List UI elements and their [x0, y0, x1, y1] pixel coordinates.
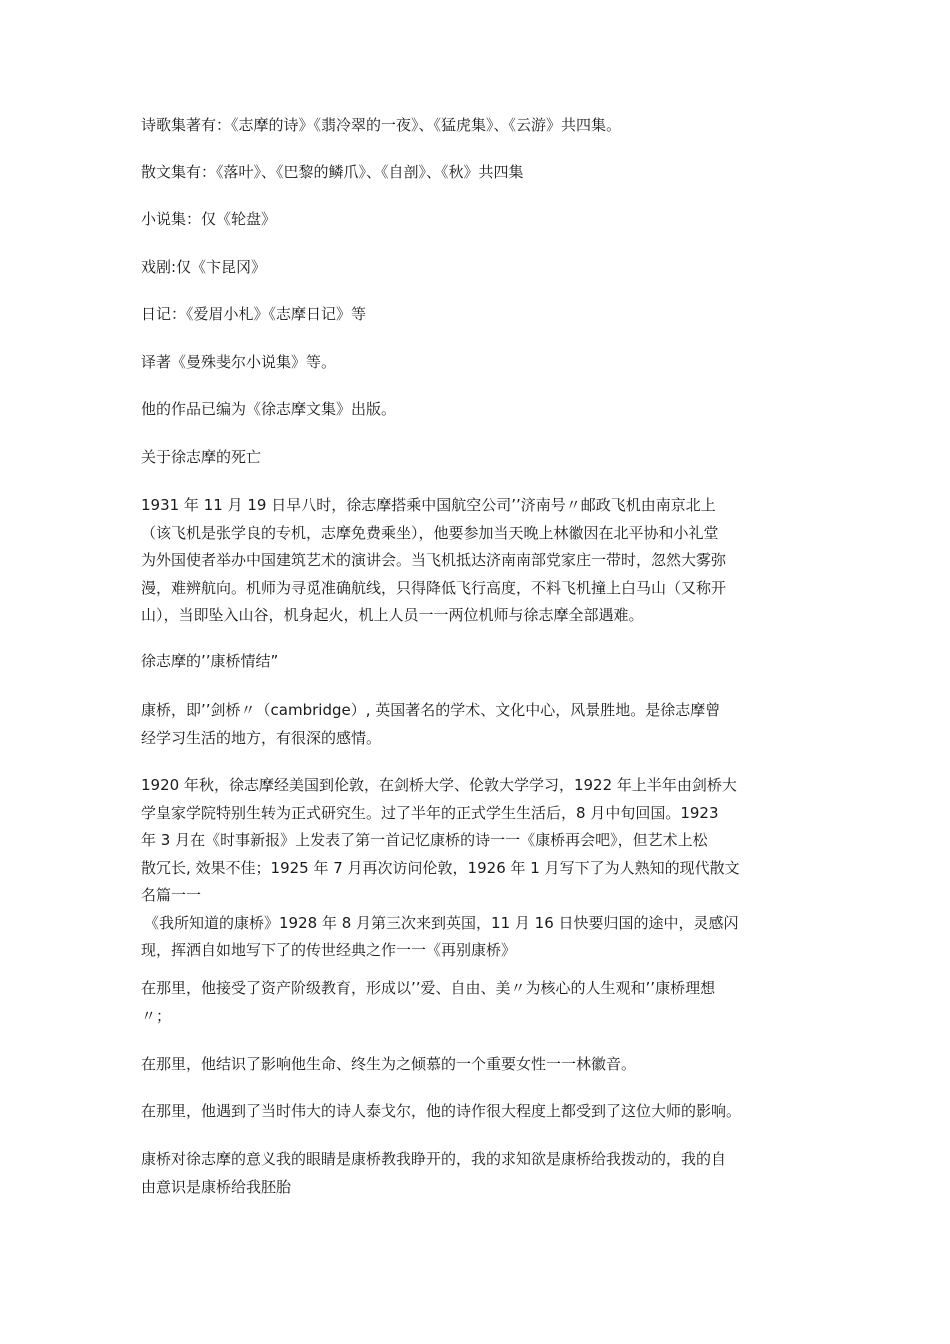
paragraph-collected-works	[141, 396, 813, 424]
text-line: 小说集：仅《轮盘》	[141, 210, 277, 228]
text-line: 漫，难辨航向。机师为寻觅准确航线，只得降低飞行高度，不料飞机撞上白马山（又称开	[141, 578, 727, 597]
text-line: 《我所知道的康桥》1928 年 8 月第三次来到英国，11 月 16 日快要归国的途中，灵感闪	[144, 913, 739, 932]
text-line: （该飞机是张学良的专机，志摩免费乘坐），他要参加当天晚上林徽因在北平协和小礼堂	[141, 523, 719, 542]
text-line: 在那里，他接受了资产阶级教育，形成以’’爱、自由、美〃为核心的人生观和’’康桥理想	[141, 979, 716, 997]
paragraph-tagore	[141, 1098, 813, 1126]
text-line: 戏剧:仅《卞昆冈》	[141, 258, 267, 276]
paragraph-education	[141, 975, 813, 1030]
paragraph-diaries	[141, 301, 813, 329]
text-line: 日记：《爱眉小札》《志摩日记》等	[141, 305, 367, 323]
text-line: 诗歌集著有：《志摩的诗》《翡冷翠的一夜》、《猛虎集》、《云游》共四集。	[141, 116, 622, 134]
section-heading: 关于徐志摩的死亡	[141, 448, 262, 466]
text-line: 译著《曼殊斐尔小说集》等。	[141, 353, 337, 371]
text-line: 散文集有：《落叶》、《巴黎的鳞爪》、《自剖》、《秋》共四集	[141, 163, 524, 181]
text-line: 经学习生活的地方，有很深的感情。	[141, 728, 382, 747]
text-line: 在那里，他结识了影响他生命、终生为之倾慕的一个重要女性一一林徽音。	[141, 1055, 637, 1073]
text-line: 1931 年 11 月 19 日早八时，徐志摩搭乘中国航空公司’’济南号〃邮政飞机由南京北上	[141, 496, 716, 514]
text-line: 康桥对徐志摩的意义我的眼睛是康桥教我睁开的，我的求知欲是康桥给我拨动的，我的自	[141, 1150, 727, 1168]
paragraph-drama	[141, 254, 813, 282]
text-line: 由意识是康桥给我胚胎	[141, 1177, 292, 1196]
text-line: 学皇家学院特别生转为正式研究生。过了半年的正式学生生活后，8 月中旬回国。1923	[141, 803, 719, 822]
paragraph-novel-collection	[141, 206, 813, 234]
text-line: 〃；	[141, 1006, 172, 1025]
text-line: 康桥，即’’剑桥〃（cambridge）, 英国著名的学术、文化中心，风景胜地。是徐志摩曾	[141, 701, 721, 719]
text-line: 在那里，他遇到了当时伟大的诗人泰戈尔，他的诗作很大程度上都受到了这位大师的影响。	[141, 1102, 742, 1120]
paragraph-cambridge-history	[141, 772, 813, 965]
text-line: 1920 年秋，徐志摩经美国到伦敦，在剑桥大学、伦敦大学学习，1922 年上半年由剑桥大	[141, 776, 737, 794]
paragraph-cambridge-meaning	[141, 1146, 813, 1201]
paragraph-poetry-collections	[141, 112, 813, 140]
text-line: 名篇一一	[141, 886, 202, 904]
paragraph-plane-crash	[141, 492, 813, 630]
heading-death	[141, 444, 813, 472]
section-heading: 徐志摩的’’康桥情结”	[141, 652, 279, 670]
text-line: 他的作品已编为《徐志摩文集》出版。	[141, 400, 397, 418]
text-line: 散冗长, 效果不佳；1925 年 7 月再次访问伦敦，1926 年 1 月写下了为人熟知的现代散文	[141, 858, 740, 877]
text-line: 为外国使者举办中国建筑艺术的演讲会。当飞机抵达济南南部党家庄一带时，忽然大雾弥	[141, 551, 727, 569]
paragraph-lin-huiyin	[141, 1051, 813, 1079]
heading-cambridge-complex	[141, 648, 813, 676]
text-line: 年 3 月在《时事新报》上发表了第一首记忆康桥的诗一一《康桥再会吧》，但艺术上松	[141, 831, 708, 849]
text-line: 现，挥洒自如地写下了的传世经典之作一一《再别康桥》	[141, 941, 517, 959]
paragraph-translations	[141, 349, 813, 377]
paragraph-prose-collections	[141, 159, 813, 187]
paragraph-cambridge-intro	[141, 697, 813, 752]
text-line: 山），当即坠入山谷，机身起火，机上人员一一两位机师与徐志摩全部遇难。	[141, 606, 644, 624]
